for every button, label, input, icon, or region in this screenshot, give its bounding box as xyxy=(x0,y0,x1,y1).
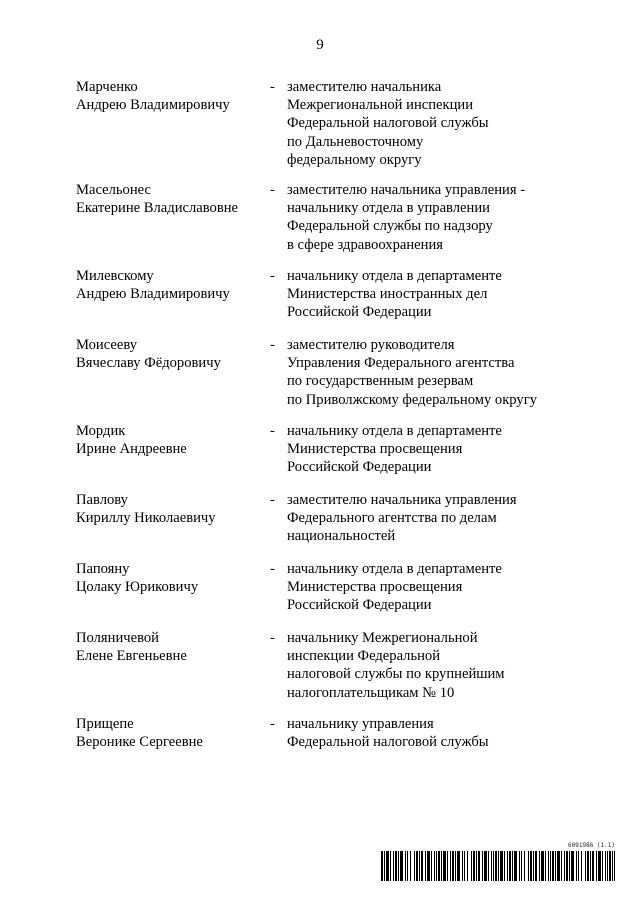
position-line: начальнику отдела в департаменте xyxy=(287,423,502,439)
given-names: Екатерине Владиславовне xyxy=(76,200,239,217)
position-title xyxy=(287,181,617,254)
position-title xyxy=(287,491,617,546)
position-line: Российской Федерации xyxy=(287,597,432,614)
given-names: Цолаку Юриковичу xyxy=(76,579,199,596)
person-name xyxy=(76,715,261,751)
position-line: национальностей xyxy=(287,528,396,545)
person-name xyxy=(76,422,261,458)
dash: - xyxy=(270,79,275,95)
position-line: Министерства просвещения xyxy=(287,579,463,596)
position-line: Российской Федерации xyxy=(287,304,432,321)
person-name xyxy=(76,629,261,665)
given-names: Андрею Владимировичу xyxy=(76,97,230,114)
position-line: Федеральной налоговой службы xyxy=(287,734,489,751)
surname: Прищепе xyxy=(76,716,134,732)
position-line: заместителю начальника xyxy=(287,79,442,95)
given-names: Ирине Андреевне xyxy=(76,441,187,458)
position-line: начальнику отдела в управлении xyxy=(287,200,490,217)
position-line: заместителю начальника управления xyxy=(287,492,517,508)
surname: Мордик xyxy=(76,423,126,439)
dash: - xyxy=(270,182,275,198)
surname: Марченко xyxy=(76,79,138,95)
barcode-number: 6091986 (1.1) xyxy=(568,842,615,849)
position-title xyxy=(287,422,617,477)
position-line: по Приволжскому федеральному округу xyxy=(287,391,537,408)
position-line: Российской Федерации xyxy=(287,459,432,476)
given-names: Веронике Сергеевне xyxy=(76,734,203,751)
position-line: начальнику управления xyxy=(287,716,434,732)
dash: - xyxy=(270,492,275,508)
surname: Милевскому xyxy=(76,268,154,284)
position-line: начальнику отдела в департаменте xyxy=(287,268,502,284)
position-line: федеральному округу xyxy=(287,151,422,168)
given-names: Елене Евгеньевне xyxy=(76,648,187,665)
person-name xyxy=(76,267,261,303)
given-names: Вячеславу Фёдоровичу xyxy=(76,355,221,372)
position-title xyxy=(287,78,617,169)
position-line: инспекции Федеральной xyxy=(287,648,441,665)
page-number: 9 xyxy=(316,37,324,53)
person-name xyxy=(76,560,261,596)
person-name xyxy=(76,336,261,372)
position-line: заместителю начальника управления - xyxy=(287,182,526,198)
position-title xyxy=(287,336,617,409)
position-line: Федерального агентства по делам xyxy=(287,510,497,527)
person-name xyxy=(76,491,261,527)
position-line: налогоплательщикам № 10 xyxy=(287,684,455,701)
position-line: налоговой службы по крупнейшим xyxy=(287,666,505,683)
position-title xyxy=(287,629,617,702)
dash: - xyxy=(270,268,275,284)
position-line: Министерства просвещения xyxy=(287,441,463,458)
position-title xyxy=(287,267,617,322)
position-line: по Дальневосточному xyxy=(287,133,424,150)
position-line: Министерства иностранных дел xyxy=(287,286,488,303)
position-title xyxy=(287,560,617,615)
dash: - xyxy=(270,423,275,439)
position-line: Управления Федерального агентства xyxy=(287,355,515,372)
dash: - xyxy=(270,630,275,646)
surname: Павлову xyxy=(76,492,128,508)
position-line: Федеральной службы по надзору xyxy=(287,218,493,235)
document-barcode xyxy=(381,842,615,888)
barcode-bars xyxy=(381,851,615,881)
surname: Моисееву xyxy=(76,337,138,353)
person-name xyxy=(76,78,261,114)
given-names: Андрею Владимировичу xyxy=(76,286,230,303)
given-names: Кириллу Николаевичу xyxy=(76,510,216,527)
dash: - xyxy=(270,561,275,577)
person-name xyxy=(76,181,261,217)
position-line: Федеральной налоговой службы xyxy=(287,115,489,132)
surname: Папояну xyxy=(76,561,130,577)
position-title xyxy=(287,715,617,751)
position-line: начальнику Межрегиональной xyxy=(287,630,478,646)
position-line: заместителю руководителя xyxy=(287,337,455,353)
position-line: Межрегиональной инспекции xyxy=(287,97,474,114)
position-line: начальнику отдела в департаменте xyxy=(287,561,502,577)
surname: Масельонес xyxy=(76,182,151,198)
surname: Поляничевой xyxy=(76,630,159,646)
position-line: в сфере здравоохранения xyxy=(287,236,443,253)
position-line: по государственным резервам xyxy=(287,373,474,390)
dash: - xyxy=(270,337,275,353)
dash: - xyxy=(270,716,275,732)
